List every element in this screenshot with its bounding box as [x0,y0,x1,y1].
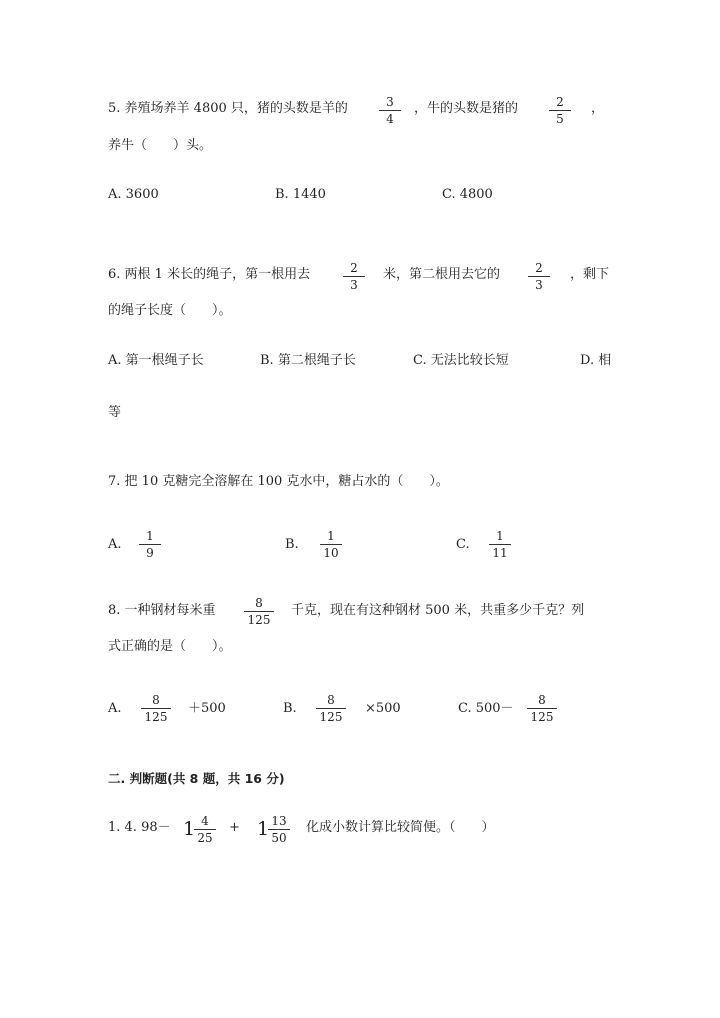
j1-mixed-number-2 [257,815,293,847]
fraction-bar [139,544,161,545]
mixed-fraction [192,815,218,845]
j1-prefix: 1. 4. 98－ [108,820,171,835]
fraction-numerator: 8 [255,596,263,610]
q8-option-c-label[interactable]: C. 500－ [458,701,514,716]
fraction-denominator: 11 [492,546,508,560]
fraction-denominator: 125 [144,710,168,724]
fraction-denominator: 25 [197,831,213,845]
fraction-bar [316,708,346,709]
j1-plus-sign: + [229,820,240,835]
q6-option-a[interactable]: A. 第一根绳子长 [108,353,204,368]
q8-fraction-1 [241,597,277,627]
q5-fraction-1 [373,96,407,126]
fraction-denominator: 5 [556,112,564,126]
q6-fraction-2 [522,262,556,292]
q7-option-c-fraction[interactable] [483,530,517,560]
j1-mixed-number-1 [183,815,219,847]
q8-option-c-fraction[interactable] [524,694,560,724]
mixed-whole: 1 [183,818,196,840]
q6-text-part3: ，剩下 [570,267,610,282]
q5-option-b[interactable]: B. 1440 [275,187,326,202]
fraction-denominator: 4 [386,112,394,126]
q7-option-b-label[interactable]: B. [285,537,299,552]
fraction-numerator: 1 [496,529,504,543]
q8-option-b-label[interactable]: B. [283,701,297,716]
q6-option-b[interactable]: B. 第二根绳子长 [260,353,356,368]
fraction-bar [527,708,557,709]
fraction-denominator: 125 [530,710,554,724]
q8-text-part1: 8. 一种钢材每米重 [108,603,216,618]
q6-option-d-wrap: 等 [108,405,122,420]
q8-option-a-suffix[interactable]: ＋500 [188,701,226,716]
section-2-heading: 二. 判断题(共 8 题，共 16 分) [108,771,285,786]
fraction-denominator: 3 [535,278,543,292]
q8-text-line2: 式正确的是（ ）。 [108,639,232,654]
mixed-fraction [266,815,292,845]
j1-suffix: 化成小数计算比较简便。（ ） [306,820,495,835]
fraction-bar [244,611,274,612]
q7-option-a-fraction[interactable] [133,530,167,560]
fraction-bar [320,544,342,545]
fraction-bar [194,829,216,830]
q8-option-a-label[interactable]: A. [108,701,122,716]
q5-text-part2: ，牛的头数是猪的 [414,101,519,116]
fraction-numerator: 8 [538,693,546,707]
fraction-numerator: 1 [327,529,335,543]
fraction-numerator: 4 [201,814,209,828]
q5-option-c[interactable]: C. 4800 [442,187,493,202]
q7-option-a-label[interactable]: A. [108,537,122,552]
fraction-numerator: 13 [271,814,287,828]
q6-fraction-1 [337,262,371,292]
fraction-bar [141,708,171,709]
q6-option-c[interactable]: C. 无法比较长短 [413,353,509,368]
fraction-denominator: 50 [271,831,287,845]
q6-text-part2: 米，第二根用去它的 [383,267,501,282]
fraction-bar [489,544,511,545]
fraction-numerator: 8 [152,693,160,707]
q7-option-c-label[interactable]: C. [456,537,470,552]
q8-text-part2: 千克，现在有这种钢材 500 米，共重多少千克？列 [291,603,585,618]
fraction-numerator: 2 [556,95,564,109]
q5-fraction-2 [543,96,577,126]
q5-text-part1: 5. 养殖场养羊 4800 只，猪的头数是羊的 [108,101,348,116]
fraction-numerator: 2 [350,261,358,275]
fraction-denominator: 10 [323,546,339,560]
q7-text-line1: 7. 把 10 克糖完全溶解在 100 克水中，糖占水的（ ）。 [108,474,449,489]
q5-text-part3: ， [591,101,605,116]
fraction-numerator: 3 [386,95,394,109]
fraction-denominator: 9 [146,546,154,560]
q5-text-line2: 养牛（ ）头。 [108,138,213,153]
q7-option-b-fraction[interactable] [314,530,348,560]
q8-option-b-suffix[interactable]: ×500 [365,701,401,716]
fraction-bar [343,276,365,277]
q6-text-line2: 的绳子长度（ ）。 [108,303,232,318]
fraction-numerator: 1 [146,529,154,543]
q6-option-d[interactable]: D. 相 [580,353,612,368]
fraction-bar [379,110,401,111]
q8-option-b-fraction[interactable] [313,694,349,724]
fraction-bar [528,276,550,277]
q6-text-part1: 6. 两根 1 米长的绳子，第一根用去 [108,267,311,282]
fraction-numerator: 2 [535,261,543,275]
fraction-denominator: 125 [247,613,271,627]
fraction-bar [549,110,571,111]
fraction-denominator: 125 [319,710,343,724]
mixed-whole: 1 [257,818,270,840]
fraction-numerator: 8 [327,693,335,707]
q8-option-a-fraction[interactable] [138,694,174,724]
q5-option-a[interactable]: A. 3600 [108,187,159,202]
fraction-denominator: 3 [350,278,358,292]
fraction-bar [268,829,290,830]
